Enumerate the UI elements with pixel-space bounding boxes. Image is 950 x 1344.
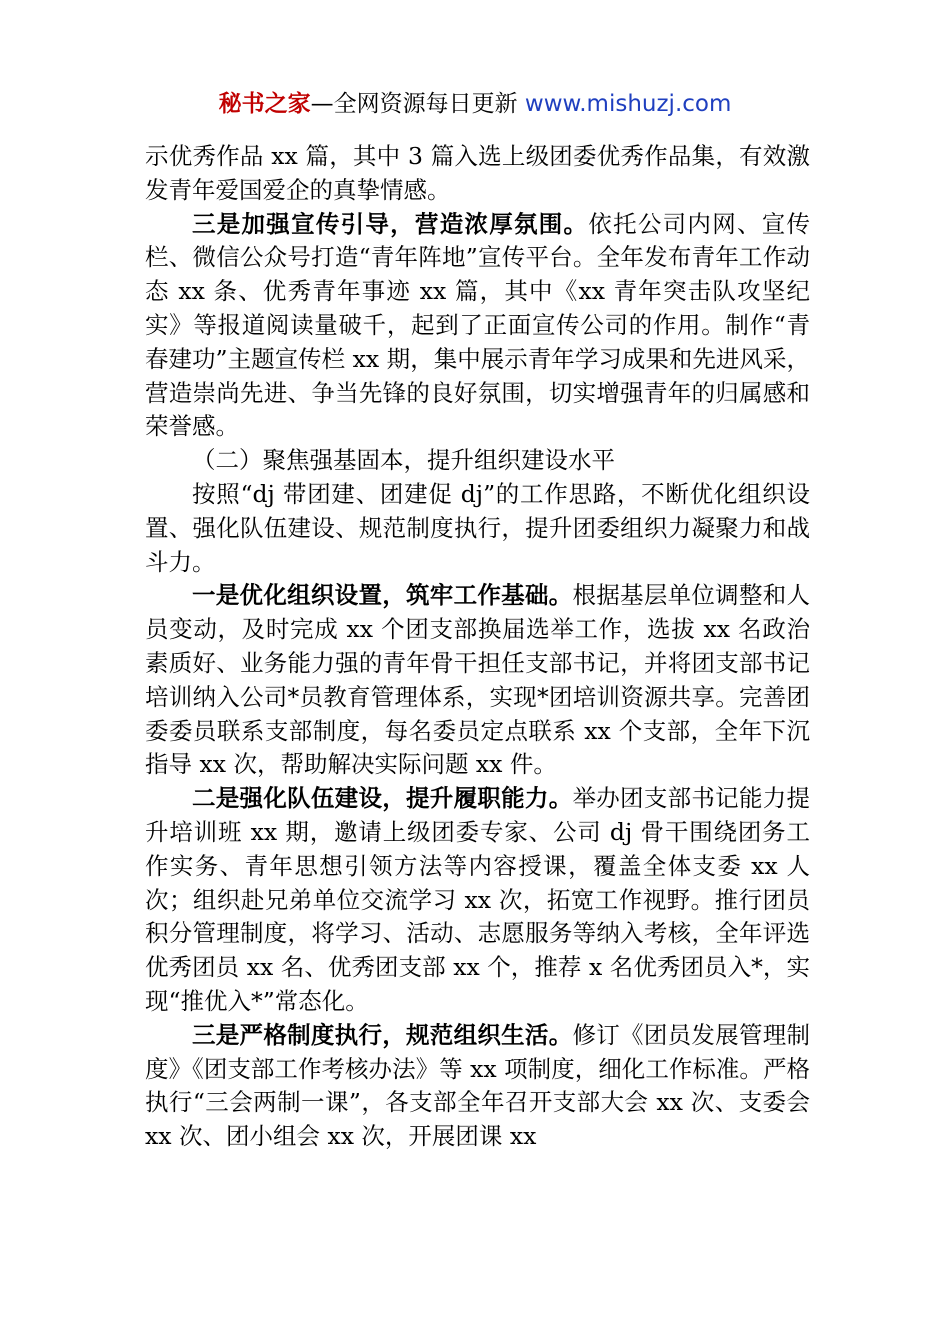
paragraph-lead: 二是强化队伍建设，提升履职能力。 [192,784,573,813]
paragraph-team-building [145,782,810,1019]
paragraph-lead: 一是优化组织设置，筑牢工作基础。 [192,581,573,610]
paragraph-text: 根据基层单位调整和人员变动，及时完成 xx 个团支部换届选举工作，选拔 xx 名政治素质好、业务能力强的青年骨干担任支部书记，并将团支部书记培训纳入公司*员教育管理体系，实现*团培训资源共享。完善团委委员联系支部制度，每名委员定点联系 xx 个支部，全年下沉指导 xx 次，帮助解决实际问题 xx 件。 [145,581,811,779]
site-slogan: —全网资源每日更新 [310,91,525,117]
site-brand: 秘书之家 [218,91,311,117]
section-heading [145,444,810,478]
paragraph-organization [145,579,810,782]
section-heading-text: （二）聚焦强基固本，提升组织建设水平 [192,446,615,475]
document-body [145,140,810,1154]
paragraph-text: 依托公司内网、宣传栏、微信公众号打造“青年阵地”宣传平台。全年发布青年工作动态 xx 条、优秀青年事迹 xx 篇，其中《xx 青年突击队攻坚纪实》等报道阅读量破千，起到了正面宣传公司的作用。制作“青春建功”主题宣传栏 xx 期，集中展示青年学习成果和先进风采，营造崇尚先进、争当先锋的良好氛围，切实增强青年的归属感和荣誉感。 [145,209,811,441]
paragraph-text: 举办团支部书记能力提升培训班 xx 期，邀请上级团委专家、公司 dj 骨干围绕团务工作实务、青年思想引领方法等内容授课，覆盖全体支委 xx 人次；组织赴兄弟单位交流学习 xx 次，拓宽工作视野。推行团员积分管理制度，将学习、活动、志愿服务等纳入考核，全年评选优秀团员 xx 名、优秀团支部 xx 个，推荐 x 名优秀团员入*，实现“推优入*”常态化。 [145,784,811,1015]
paragraph-lead: 三是严格制度执行，规范组织生活。 [192,1020,573,1049]
paragraph-continuation [145,140,810,208]
paragraph-regulations [145,1019,810,1154]
site-url[interactable]: www.mishuzj.com [524,91,732,117]
paragraph-text: 示优秀作品 xx 篇，其中 3 篇入选上级团委优秀作品集，有效激发青年爱国爱企的真挚情感。 [145,142,810,204]
paragraph-text: 按照“dj 带团建、团建促 dj”的工作思路，不断优化组织设置、强化队伍建设、规范制度执行，提升团委组织力凝聚力和战斗力。 [145,479,810,576]
paragraph-lead: 三是加强宣传引导，营造浓厚氛围。 [192,209,589,238]
paragraph-text: 修订《团员发展管理制度》《团支部工作考核办法》等 xx 项制度，细化工作标准。严格执行“三会两制一课”，各支部全年召开支部大会 xx 次、支委会 xx 次、团小组会 xx 次，开展团课 xx [145,1020,811,1151]
paragraph-publicity [145,208,810,445]
page-header [0,88,950,120]
paragraph-intro [145,478,810,579]
